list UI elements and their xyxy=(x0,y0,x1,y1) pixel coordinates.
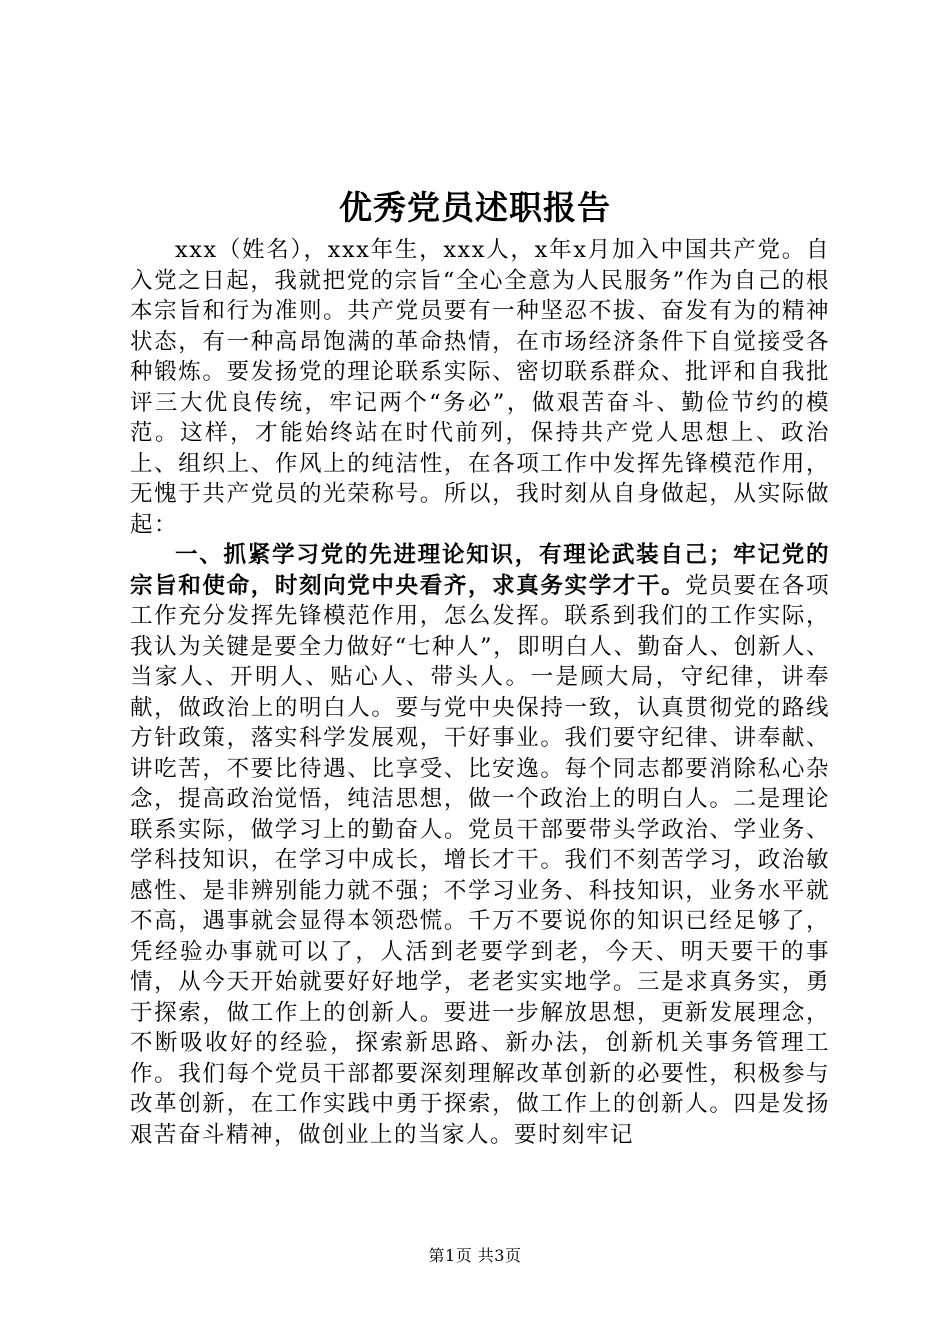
document-body xyxy=(130,235,830,1150)
section-body: 党员要在各项工作充分发挥先锋模范作用，怎么发挥。联系到我们的工作实际，我认为关键是要全力做好“七种人”，即明白人、勤奋人、创新人、当家人、开明人、贴心人、带头人。一是顾大局，守纪律，讲奉献，做政治上的明白人。要与党中央保持一致，认真贯彻党的路线方针政策，落实科学发展观，干好事业。我们要守纪律、讲奉献、讲吃苦，不要比待遇、比享受、比安逸。每个同志都要消除私心杂念，提高政治觉悟，纯洁思想，做一个政治上的明白人。二是理论联系实际，做学习上的勤奋人。党员干部要带头学政治、学业务、学科技知识，在学习中成长，增长才干。我们不刻苦学习，政治敏感性、是非辨别能力就不强；不学习业务、科技知识，业务水平就不高，遇事就会显得本领恐慌。千万不要说你的知识已经足够了，凭经验办事就可以了，人活到老要学到老，今天、明天要干的事情，从今天开始就要好好地学，老老实实地学。三是求真务实，勇于探索，做工作上的创新人。要进一步解放思想，更新发展理念，不断吸收好的经验，探索新思路、新办法，创新机关事务管理工作。我们每个党员干部都要深刻理解改革创新的必要性，积极参与改革创新，在工作实践中勇于探索，做工作上的创新人。四是发扬艰苦奋斗精神，做创业上的当家人。要时刻牢记 xyxy=(130,572,830,1148)
paragraph-intro: xxx（姓名），xxx年生，xxx人，x年x月加入中国共产党。自入党之日起，我就把党的宗旨“全心全意为人民服务”作为自己的根本宗旨和行为准则。共产党员要有一种坚忍不拔、奋发有为的精神状态，有一种高昂饱满的革命热情，在市场经济条件下自觉接受各种锻炼。要发扬党的理论联系实际、密切联系群众、批评和自我批评三大优良传统，牢记两个“务必”，做艰苦奋斗、勤俭节约的模范。这样，才能始终站在时代前列，保持共产党人思想上、政治上、组织上、作风上的纯洁性，在各项工作中发挥先锋模范作用，无愧于共产党员的光荣称号。所以，我时刻从自身做起，从实际做起： xyxy=(130,237,830,538)
document-title: 优秀党员述职报告 xyxy=(339,188,611,227)
paragraph-section-1 xyxy=(130,540,830,1150)
page-number: 第1页 共3页 xyxy=(428,1246,522,1265)
section-heading: 一、抓紧学习党的先进理论知识，有理论武装自己；牢记党的宗旨和使命，时刻向党中央看齐，求真务实学才干。 xyxy=(130,542,830,599)
